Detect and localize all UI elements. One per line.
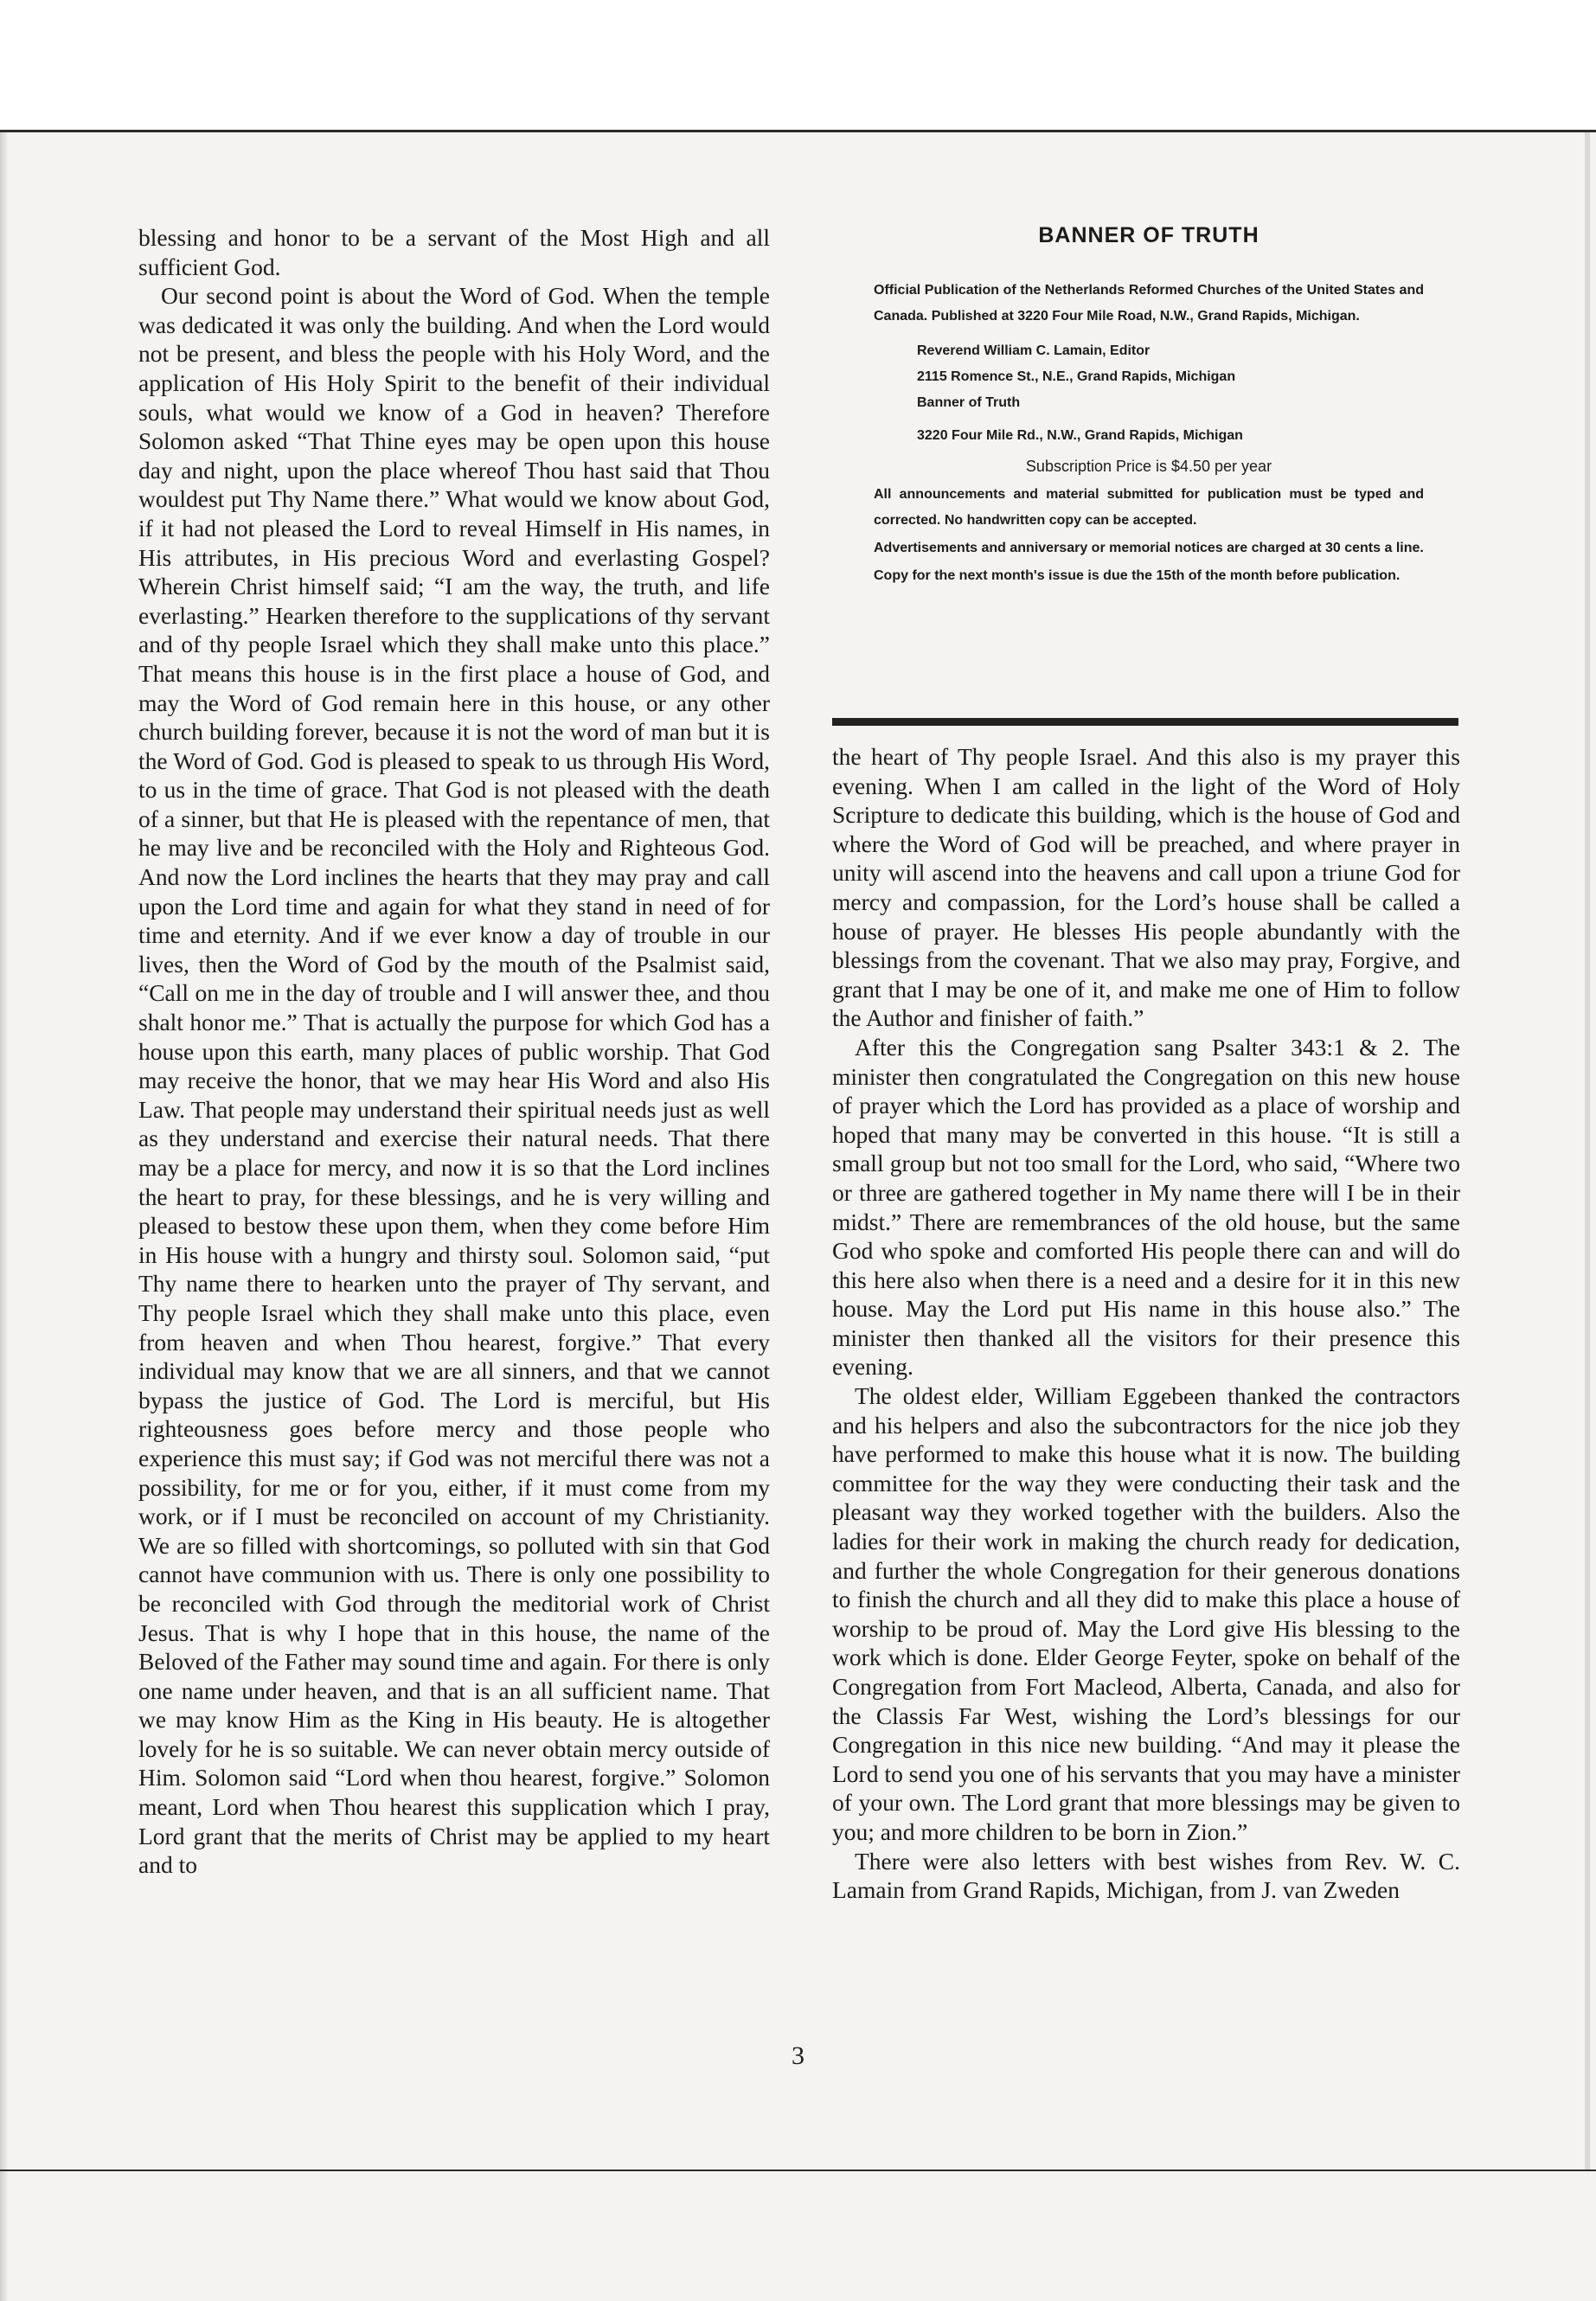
editor-name: Reverend William C. Lamain, Editor <box>917 343 1151 358</box>
note-advertisements: Advertisements and anniversary or memorial notices are charged at 30 cents a line. <box>874 541 1424 555</box>
left-paragraph-2: Our second point is about the Word of God. When the temple was dedicated it was only the building. And when the Lord would not be present, and bless the people with his Holy Word, and the application of His Holy Spirit to the benefit of their individual souls, what would we know of a God in heaven? Therefore Solomon asked “That Thine eyes may be open upon this house day and night, upon the place whereof Thou hast said that Thou wouldest put Thy Name there.” What would we know about God, if it had not pleased the Lord to reveal Himself in His names, in His attributes, in His precious Word and everlasting Gospel? Wherein Christ himself said; “I am the way, the truth, and life everlasting.” Hearken therefore to the supplications of thy servant and of thy people Israel which they shall make unto this place.” That means this house is in the first place a house of God, and may the Word of God remain here in this house, or any other church building forever, because it is not the word of man but it is the Word of God. God is pleased to speak to us through His Word, to us in the time of grace. That God is not pleased with the death of a sinner, but that He is pleased with the repentance of men, that he may live and be reconciled with the Holy and Righteous God. And now the Lord inclines the hearts that they may pray and call upon the Lord time and again for what they stand in need of for time and eternity. And if we ever know a day of trouble in our lives, then the Word of God by the mouth of the Psalmist said, “Call on me in the day of trouble and I will answer thee, and thou shalt honor me.” That is actually the purpose for which God has a house upon this earth, many places of public worship. That God may receive the honor, that we may hear His Word and also His Law. That people may understand their spiritual needs just as well as they understand and exercise their natural needs. That there may be a place for mercy, and now it is so that the Lord inclines the heart to pray, for these blessings, and he is very willing and pleased to bestow these upon them, when they come before Him in His house with a hungry and thirsty soul. Solomon said, “put Thy name there to hearken unto the prayer of Thy servant, and Thy people Israel which they shall make unto this place, even from heaven and when Thou hearest, forgive.” That every individual may know that we are all sinners, and that we cannot bypass the justice of God. The Lord is merciful, but His righteousness goes before mercy and those people who experience this must say; if God was not merciful there was not a possibility, for me or for you, either, if it must come from my work, or if I must be reconciled on account of my Christianity. We are so filled with shortcomings, so polluted with sin that God cannot have communion with us. There is only one possibility to be reconciled with God through the meditorial work of Christ Jesus. That is why I hope that in this house, the name of the Beloved of the Father may sound time and again. For there is only one name under heaven, and that is an all sufficient name. That we may know Him as the King in His beauty. He is altogether lovely for he is so suitable. We can never obtain mercy outside of Him. Solomon said “Lord when thou hearest, forgive.” Solomon meant, Lord when Thou hearest this supplication which I pray, Lord grant that the merits of Christ may be applied to my heart and to <box>138 282 770 1879</box>
scan-left-shadow <box>0 132 9 2301</box>
scan-bottom-edge <box>0 2170 1596 2171</box>
page-right-edge <box>1585 132 1590 2171</box>
right-paragraph-3: The oldest elder, William Eggebeen thanked the contractors and his helpers and also the subcontractors for the nice job they have performed to make this house what it is now. The building committee for the way they were conducting their task and the pleasant way they worked together with the builders. Also the ladies for their work in making the church ready for dedication, and further the whole Congregation for their generous donations to finish the church and all they did to make this place a house of worship to be proud of. May the Lord give His blessing to the work which is done. Elder George Feyter, spoke on behalf of the Congregation from Fort Macleod, Alberta, Canada, and also for the Classis Far West, wishing the Lord’s blessings for our Congregation in this nice new building. “And may it please the Lord to send you one of his servants that you may have a minister of your own. The Lord grant that more blessings may be given to you; and more children to be born in Zion.” <box>832 1382 1460 1845</box>
left-column <box>138 223 770 1880</box>
right-paragraph-1: the heart of Thy people Israel. And this also is my prayer this evening. When I am called in the light of the Word of Holy Scripture to dedicate this building, which is the house of God and where the Word of God will be preached, and where prayer in unity will ascend into the heavens and call upon a triune God for mercy and compassion, for the Lord’s house shall be called a house of prayer. He blesses His people abundantly with the blessings from the covenant. That we also may pray, Forgive, and grant that I may be one of it, and make me one of Him to follow the Author and finisher of faith.” <box>832 743 1460 1032</box>
note-copy-deadline: Copy for the next month's issue is due the 15th of the month before publication. <box>874 568 1401 583</box>
right-column <box>832 742 1460 1905</box>
masthead-title: BANNER OF TRUTH <box>1038 223 1259 247</box>
right-paragraph-2: After this the Congregation sang Psalter 343:1 & 2. The minister then congratulated the Congregation on this new house of prayer which the Lord has provided as a place of worship and hoped that many may be converted in this house. “It is still a small group but not too small for the Lord, who said, “Where two or three are gathered together in My name there will I be in their midst.” There are remembrances of the old house, but the same God who spoke and comforted His people there can and will do this here also when there is a need and a desire for it in this new house. May the Lord put His name in this house also.” The minister then thanked all the visitors for their presence this evening. <box>832 1033 1460 1381</box>
office-address: 3220 Four Mile Rd., N.W., Grand Rapids, Michigan <box>917 428 1243 443</box>
note-announcements: All announcements and material submitted for publication must be typed and corrected. No handwritten copy can be accepted. <box>874 487 1424 528</box>
scan-top-margin <box>0 0 1596 130</box>
masthead-editor-block <box>874 338 1424 449</box>
subscription-price: Subscription Price is $4.50 per year <box>1025 458 1272 475</box>
masthead-box <box>874 223 1424 589</box>
editor-address: 2115 Romence St., N.E., Grand Rapids, Michigan <box>917 369 1236 384</box>
left-paragraph-1: blessing and honor to be a servant of the Most High and all sufficient God. <box>138 224 770 280</box>
page-number: 3 <box>792 2041 804 2070</box>
masthead-official-publication: Official Publication of the Netherlands Reformed Churches of the United States and Canada. Published at 3220 Four Mile Road, N.W., Grand Rapids, Michigan. <box>874 283 1424 324</box>
right-paragraph-4: There were also letters with best wishes from Rev. W. C. Lamain from Grand Rapids, Michigan, from J. van Zweden <box>832 1847 1460 1904</box>
office-name: Banner of Truth <box>917 395 1021 410</box>
masthead-divider <box>832 718 1458 726</box>
